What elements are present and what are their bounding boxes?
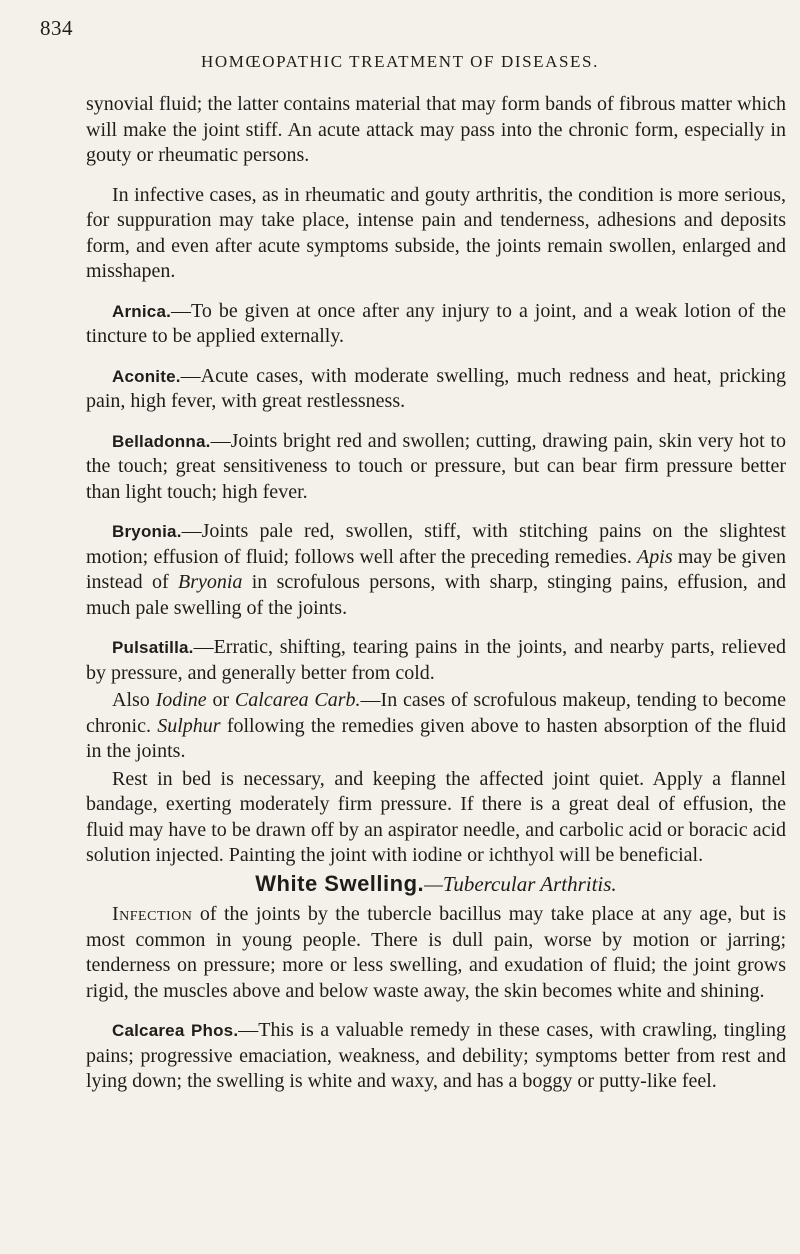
remedy-name: Belladonna. (112, 431, 211, 451)
remedy-text: —Joints pale red, swollen, stiff, with stitching pains on the slightest motion; effusion of fluid; follows well after the preceding remedies. (86, 520, 786, 568)
text: —In cases of scrofulous makeup, tending to become chronic. (86, 689, 786, 737)
remedy-apis: Apis (637, 545, 673, 568)
remedy-pulsatilla (86, 635, 786, 686)
rest-paragraph: Rest in bed is necessary, and keeping the affected joint quiet. Apply a flannel bandage, exerting moderately firm pressure. If there is a great deal of effusion, the fluid may have to be drawn off by an aspirator needle, and carbolic acid or boracic acid solution injected. Painting the joint with iodine or ichthyol will be beneficial. (86, 767, 786, 866)
remedy-calcarea-phos (86, 1018, 786, 1095)
section-subtitle: —Tubercular Arthritis. (424, 871, 617, 896)
remedy-text: in scrofulous persons, with sharp, stinging pains, effusion, and much pale swelling of the joints. (86, 571, 786, 619)
remedy-iodine: Iodine (155, 689, 207, 711)
text: or (206, 689, 235, 711)
lead-word: Infection (112, 903, 193, 925)
remedy-text: —This is a valuable remedy in these cases, with crawling, tingling pains; progressive emaciation, weakness, and debility; symptoms better from rest and lying down; the swelling is white and waxy, and has a boggy or putty-like feel. (86, 1019, 786, 1092)
remedy-aconite (86, 364, 786, 415)
remedy-text: —Joints bright red and swollen; cutting, drawing pain, skin very hot to the touch; great sensitiveness to touch or pressure, but can bear firm pressure better than light touch; high fever. (86, 429, 786, 503)
running-head: HOMŒOPATHIC TREATMENT OF DISEASES. (201, 52, 599, 71)
remedy-name: Pulsatilla. (112, 638, 194, 657)
remedy-bryonia-italic: Bryonia (177, 571, 243, 593)
remedy-name: Calcarea Phos. (112, 1021, 239, 1040)
remedy-bryonia (86, 519, 786, 621)
remedy-belladonna (86, 429, 786, 506)
text: of the joints by the tubercle bacillus may take place at any age, but is most common in young people. There is dull pain, worse by motion or jarring; tenderness on pressure; more or less swelling, and exudation of fluid; the joint grows rigid, the muscles above and below waste away, the skin becomes white and shining. (86, 903, 786, 1002)
text: Also (112, 689, 156, 711)
remedy-text: —Erratic, shifting, tearing pains in the joints, and nearby parts, relieved by pressure, and generally better from cold. (86, 636, 786, 684)
section-title: White Swelling. (255, 870, 425, 896)
remedy-name: Aconite. (112, 366, 181, 386)
remedy-arnica (86, 299, 786, 350)
remedy-text: —Acute cases, with moderate swelling, much redness and heat, pricking pain, high fever, with great restlessness. (86, 364, 786, 412)
remedy-name: Arnica. (112, 301, 172, 321)
remedy-name: Bryonia. (112, 522, 182, 541)
remedy-calcarea-carb: Calcarea Carb. (234, 689, 361, 711)
intro-paragraph: synovial fluid; the latter contains material that may form bands of fibrous matter which will make the joint stiff. An acute attack may pass into the chronic form, especially in gouty or rheumatic persons. (86, 93, 786, 166)
also-remedies-paragraph (86, 688, 786, 765)
section-heading (86, 871, 786, 899)
remedy-text: —To be given at once after any injury to a joint, and a weak lotion of the tincture to be applied externally. (86, 299, 786, 347)
remedy-sulphur: Sulphur (157, 714, 221, 737)
infection-paragraph (86, 902, 786, 1004)
infective-cases-paragraph: In infective cases, as in rheumatic and gouty arthritis, the condition is more serious, for suppuration may take place, intense pain and tenderness, adhesions and deposits form, and even after acute symptoms subside, the joints remain swollen, enlarged and misshapen. (86, 183, 786, 282)
page-body (86, 92, 786, 1109)
text: following the remedies given above to hasten absorption of the fluid in the joints. (86, 714, 786, 762)
page-number: 834 (40, 16, 73, 40)
remedy-text: may be given instead of (86, 545, 786, 593)
